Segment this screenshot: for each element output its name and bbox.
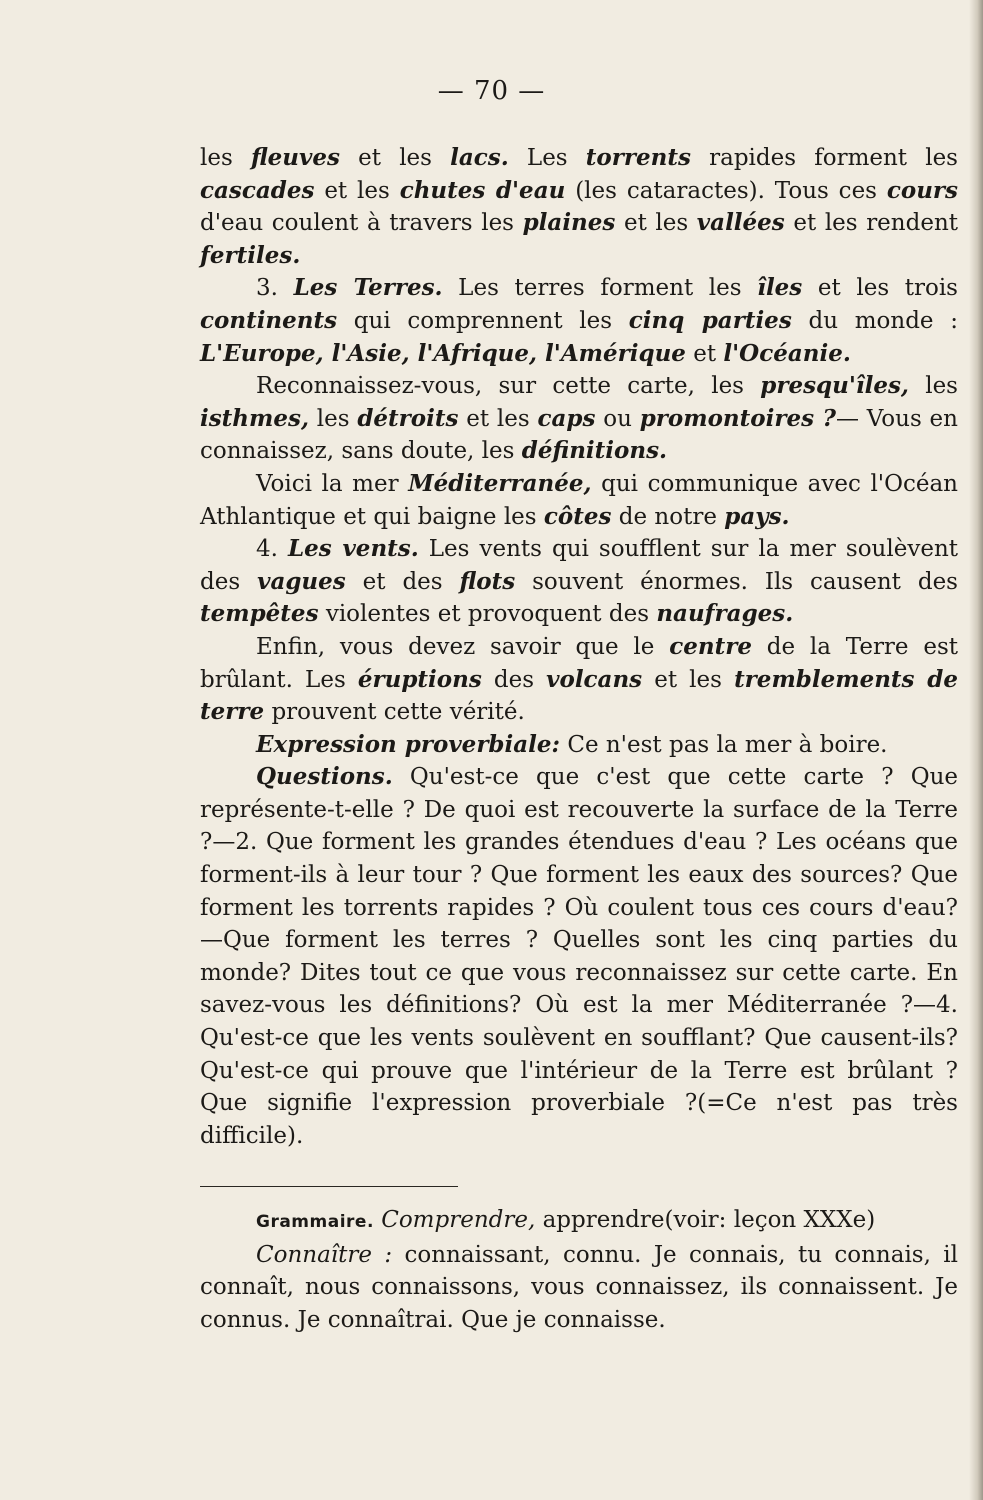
paragraph-questions: Questions. Qu'est-ce que c'est que cette carte ? Que représente-t-elle ? De quoi est recouverte la surface de la Terre ?—2. Que forment les grandes étendues d'eau ? Les océans que forment-ils à leur tour ? Que forment les eaux des sources? Que forment les torrents rapides ? Où coulent tous ces cours d'eau?—Que forment les terres ? Quelles sont les cinq parties du monde? Dites tout ce que vous reconnaissez sur cette carte. En savez-vous les définitions? Où est la mer Méditerranée ?—4. Qu'est-ce que les vents soulèvent en soufflant? Que causent-ils? Qu'est-ce qui prouve que l'intérieur de la Terre est brûlant ? Que signifie l'expression proverbiale ?(=Ce n'est pas très difficile). [200,763,958,1149]
grammar-paragraph-1: Grammaire. Comprendre, apprendre(voir: leçon XXXe) [256,1207,876,1233]
paragraph-proverb: Expression proverbiale: Ce n'est pas la mer à boire. [256,730,888,758]
paragraph-mediterranean: Voici la mer Méditerranée, qui communique avec l'Océan Athlantique et qui baigne les côtes de notre pays. [200,469,958,530]
paragraph-earth-center: Enfin, vous devez savoir que le centre de la Terre est brûlant. Les éruptions des volcans et les tremblements de terre prouvent cette vérité. [200,632,958,726]
lesson-body [200,142,958,1152]
page-edge-shadow [969,0,983,1500]
paragraph-peninsulas: Reconnaissez-vous, sur cette carte, les presqu'îles, les isthmes, les détroits et les caps ou promontoires ?— Vous en connaissez, sans doute, les définitions. [200,372,958,465]
section-divider [200,1186,458,1187]
grammar-label: Grammaire. [256,1212,374,1232]
paragraph-lands: 3. Les Terres. Les terres forment les îles et les trois continents qui comprennent les cinq parties du monde : L'Europe, l'Asie, l'Afrique, l'Amérique et l'Océanie. [200,274,958,367]
grammar-paragraph-2: Connaître : connaissant, connu. Je connais, tu connais, il connaît, nous connaissons, vous connaissez, ils connaissent. Je connus. Je connaîtrai. Que je connaisse. [200,1241,958,1333]
page-number: — 70 — [437,76,546,106]
paragraph-rivers: les fleuves et les lacs. Les torrents rapides forment les cascades et les chutes d'eau (les cataractes). Tous ces cours d'eau coulent à travers les plaines et les vallées et les rendent fertiles. [200,144,959,269]
paragraph-winds: 4. Les vents. Les vents qui soufflent sur la mer soulèvent des vagues et des flots souvent énormes. Ils causent des tempêtes violentes et provoquent des naufrages. [200,535,958,628]
grammar-section [200,1204,958,1336]
